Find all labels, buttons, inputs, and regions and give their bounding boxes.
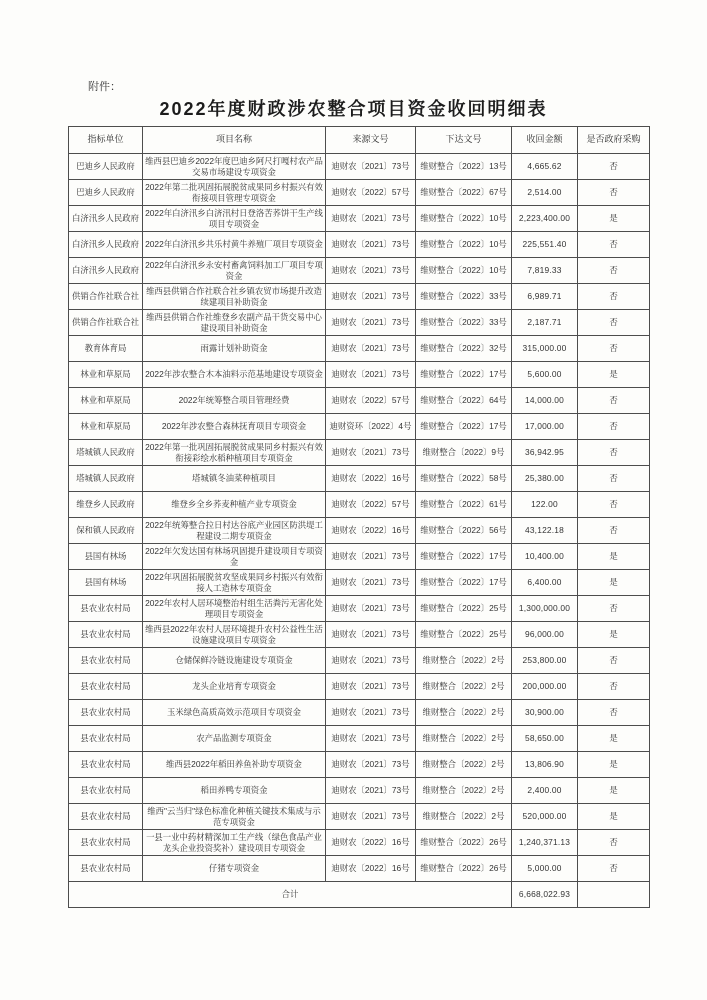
total-row [69,882,650,908]
procurement-cell: 是 [578,622,650,648]
amount-cell: 225,551.40 [512,232,578,258]
project-cell: 维西县巴迪乡2022年度巴迪乡阿尺打嘎村农产品交易市场建设专项资金 [143,154,326,180]
table-row [69,622,650,648]
issued-doc-cell: 维财整合〔2022〕32号 [416,336,512,362]
unit-cell: 县国有林场 [69,570,143,596]
table-row [69,310,650,336]
amount-cell: 315,000.00 [512,336,578,362]
issued-doc-cell: 维财整合〔2022〕26号 [416,856,512,882]
source-doc-cell: 迪财农〔2021〕73号 [326,674,416,700]
table-row [69,700,650,726]
source-doc-cell: 迪财农〔2021〕73号 [326,440,416,466]
unit-cell: 县农业农村局 [69,856,143,882]
unit-cell: 供销合作社联合社 [69,310,143,336]
unit-cell: 保和镇人民政府 [69,518,143,544]
procurement-cell: 否 [578,232,650,258]
project-cell: 2022年涉农整合木本油料示范基地建设专项资金 [143,362,326,388]
source-doc-cell: 迪财农〔2021〕73号 [326,596,416,622]
amount-cell: 2,400.00 [512,778,578,804]
amount-cell: 4,665.62 [512,154,578,180]
issued-doc-cell: 维财整合〔2022〕2号 [416,778,512,804]
unit-cell: 县农业农村局 [69,674,143,700]
unit-cell: 塔城镇人民政府 [69,440,143,466]
unit-cell: 县农业农村局 [69,778,143,804]
issued-doc-cell: 维财整合〔2022〕33号 [416,284,512,310]
project-cell: 雨露计划补助资金 [143,336,326,362]
table-row [69,492,650,518]
project-cell: 塔城镇冬油菜种植项目 [143,466,326,492]
procurement-cell: 否 [578,674,650,700]
amount-cell: 200,000.00 [512,674,578,700]
issued-doc-cell: 维财整合〔2022〕2号 [416,804,512,830]
unit-cell: 林业和草原局 [69,388,143,414]
table-row [69,466,650,492]
table-row [69,518,650,544]
total-procurement-empty-cell [578,882,650,908]
table-row [69,856,650,882]
unit-cell: 县农业农村局 [69,700,143,726]
source-doc-cell: 迪财农〔2021〕73号 [326,570,416,596]
issued-doc-cell: 维财整合〔2022〕9号 [416,440,512,466]
procurement-cell: 否 [578,648,650,674]
amount-cell: 13,806.90 [512,752,578,778]
procurement-cell: 是 [578,726,650,752]
issued-doc-cell: 维财整合〔2022〕10号 [416,258,512,284]
project-cell: 2022年第二批巩固拓展脱贫成果同乡村振兴有效衔接项目管理专项资金 [143,180,326,206]
issued-doc-cell: 维财整合〔2022〕17号 [416,414,512,440]
column-header: 来源文号 [326,127,416,154]
amount-cell: 1,300,000.00 [512,596,578,622]
issued-doc-cell: 维财整合〔2022〕2号 [416,752,512,778]
unit-cell: 教育体育局 [69,336,143,362]
amount-cell: 30,900.00 [512,700,578,726]
project-cell: 2022年统筹整合拉日村达谷底产业园区防洪堤工程建设二期专项资金 [143,518,326,544]
project-cell: 维登乡全乡荞麦种植产业专项资金 [143,492,326,518]
column-header: 指标单位 [69,127,143,154]
project-cell: 一县一业中药材精深加工生产线（绿色食品产业龙头企业投资奖补）建设项目专项资金 [143,830,326,856]
procurement-cell: 否 [578,492,650,518]
source-doc-cell: 迪财资环〔2022〕4号 [326,414,416,440]
table-row [69,414,650,440]
amount-cell: 2,187.71 [512,310,578,336]
table-row [69,570,650,596]
source-doc-cell: 迪财农〔2022〕16号 [326,830,416,856]
issued-doc-cell: 维财整合〔2022〕26号 [416,830,512,856]
source-doc-cell: 迪财农〔2021〕73号 [326,206,416,232]
procurement-cell: 否 [578,388,650,414]
amount-cell: 520,000.00 [512,804,578,830]
amount-cell: 2,514.00 [512,180,578,206]
table-row [69,830,650,856]
table-row [69,362,650,388]
page-title: 2022年度财政涉农整合项目资金收回明细表 [159,99,548,119]
procurement-cell: 否 [578,466,650,492]
amount-cell: 1,240,371.13 [512,830,578,856]
source-doc-cell: 迪财农〔2022〕57号 [326,180,416,206]
table-row [69,206,650,232]
source-doc-cell: 迪财农〔2022〕16号 [326,518,416,544]
source-doc-cell: 迪财农〔2021〕73号 [326,804,416,830]
source-doc-cell: 迪财农〔2021〕73号 [326,778,416,804]
procurement-cell: 否 [578,336,650,362]
procurement-cell: 否 [578,518,650,544]
issued-doc-cell: 维财整合〔2022〕2号 [416,648,512,674]
unit-cell: 白济汛乡人民政府 [69,206,143,232]
project-cell: 仔猪专项资金 [143,856,326,882]
table-header-row [69,127,650,154]
total-label: 合计 [69,882,512,908]
table-row [69,726,650,752]
amount-cell: 6,989.71 [512,284,578,310]
project-cell: 2022年农村人居环境整治村组生活粪污无害化处理项目专项资金 [143,596,326,622]
unit-cell: 巴迪乡人民政府 [69,180,143,206]
unit-cell: 塔城镇人民政府 [69,466,143,492]
total-amount: 6,668,022.93 [512,882,578,908]
unit-cell: 县农业农村局 [69,804,143,830]
issued-doc-cell: 维财整合〔2022〕10号 [416,232,512,258]
issued-doc-cell: 维财整合〔2022〕58号 [416,466,512,492]
project-cell: 维西县供销合作社维登乡农副产品干货交易中心建设项目补助资金 [143,310,326,336]
amount-cell: 10,400.00 [512,544,578,570]
amount-cell: 25,380.00 [512,466,578,492]
column-header: 项目名称 [143,127,326,154]
table-row [69,544,650,570]
table-row [69,154,650,180]
unit-cell: 县农业农村局 [69,648,143,674]
procurement-cell: 是 [578,362,650,388]
amount-cell: 36,942.95 [512,440,578,466]
issued-doc-cell: 维财整合〔2022〕17号 [416,570,512,596]
project-cell: 龙头企业培育专项资金 [143,674,326,700]
procurement-cell: 否 [578,596,650,622]
project-cell: 维西县供销合作社联合社乡镇农贸市场提升改造续建项目补助资金 [143,284,326,310]
source-doc-cell: 迪财农〔2021〕73号 [326,648,416,674]
project-cell: 稻田养鸭专项资金 [143,778,326,804]
unit-cell: 巴迪乡人民政府 [69,154,143,180]
project-cell: 仓储保鲜冷链设施建设专项资金 [143,648,326,674]
unit-cell: 供销合作社联合社 [69,284,143,310]
procurement-cell: 否 [578,154,650,180]
project-cell: 2022年白济汛乡共乐村黄牛养殖厂项目专项资金 [143,232,326,258]
procurement-cell: 否 [578,310,650,336]
procurement-cell: 是 [578,752,650,778]
issued-doc-cell: 维财整合〔2022〕67号 [416,180,512,206]
issued-doc-cell: 维财整合〔2022〕17号 [416,362,512,388]
column-header: 下达文号 [416,127,512,154]
procurement-cell: 是 [578,778,650,804]
amount-cell: 5,000.00 [512,856,578,882]
amount-cell: 5,600.00 [512,362,578,388]
table-row [69,388,650,414]
procurement-cell: 否 [578,700,650,726]
unit-cell: 县农业农村局 [69,726,143,752]
issued-doc-cell: 维财整合〔2022〕61号 [416,492,512,518]
procurement-cell: 是 [578,544,650,570]
procurement-cell: 否 [578,180,650,206]
amount-cell: 58,650.00 [512,726,578,752]
issued-doc-cell: 维财整合〔2022〕56号 [416,518,512,544]
amount-cell: 2,223,400.00 [512,206,578,232]
issued-doc-cell: 维财整合〔2022〕17号 [416,544,512,570]
procurement-cell: 否 [578,284,650,310]
source-doc-cell: 迪财农〔2022〕57号 [326,388,416,414]
source-doc-cell: 迪财农〔2021〕73号 [326,622,416,648]
project-cell: 维西"云当归"绿色标准化种植关键技术集成与示范专项资金 [143,804,326,830]
project-cell: 维西县2022年农村人居环境提升农村公益性生活设施建设项目专项资金 [143,622,326,648]
project-cell: 维西县2022年稻田养鱼补助专项资金 [143,752,326,778]
issued-doc-cell: 维财整合〔2022〕2号 [416,726,512,752]
table-row [69,596,650,622]
source-doc-cell: 迪财农〔2021〕73号 [326,284,416,310]
fund-recovery-table [68,126,650,908]
issued-doc-cell: 维财整合〔2022〕64号 [416,388,512,414]
project-cell: 2022年白济汛乡永安村畜禽饲料加工厂项目专项资金 [143,258,326,284]
source-doc-cell: 迪财农〔2021〕73号 [326,362,416,388]
project-cell: 2022年白济汛乡白济汛村日登洛苦荞饼干生产线项目专项资金 [143,206,326,232]
source-doc-cell: 迪财农〔2022〕57号 [326,492,416,518]
issued-doc-cell: 维财整合〔2022〕25号 [416,596,512,622]
issued-doc-cell: 维财整合〔2022〕2号 [416,674,512,700]
procurement-cell: 否 [578,830,650,856]
unit-cell: 县农业农村局 [69,622,143,648]
unit-cell: 白济汛乡人民政府 [69,258,143,284]
source-doc-cell: 迪财农〔2021〕73号 [326,310,416,336]
issued-doc-cell: 维财整合〔2022〕25号 [416,622,512,648]
project-cell: 2022年欠发达国有林场巩固提升建设项目专项资金 [143,544,326,570]
amount-cell: 17,000.00 [512,414,578,440]
issued-doc-cell: 维财整合〔2022〕2号 [416,700,512,726]
source-doc-cell: 迪财农〔2021〕73号 [326,258,416,284]
source-doc-cell: 迪财农〔2022〕16号 [326,856,416,882]
table-row [69,752,650,778]
issued-doc-cell: 维财整合〔2022〕33号 [416,310,512,336]
unit-cell: 维登乡人民政府 [69,492,143,518]
unit-cell: 县农业农村局 [69,596,143,622]
amount-cell: 7,819.33 [512,258,578,284]
table-row [69,232,650,258]
source-doc-cell: 迪财农〔2021〕73号 [326,336,416,362]
procurement-cell: 否 [578,414,650,440]
procurement-cell: 否 [578,258,650,284]
unit-cell: 县农业农村局 [69,752,143,778]
column-header: 收回金额 [512,127,578,154]
source-doc-cell: 迪财农〔2021〕73号 [326,700,416,726]
table-row [69,440,650,466]
issued-doc-cell: 维财整合〔2022〕13号 [416,154,512,180]
procurement-cell: 否 [578,440,650,466]
amount-cell: 14,000.00 [512,388,578,414]
source-doc-cell: 迪财农〔2021〕73号 [326,154,416,180]
table-row [69,674,650,700]
procurement-cell: 是 [578,206,650,232]
project-cell: 2022年涉农整合森林抚育项目专项资金 [143,414,326,440]
unit-cell: 林业和草原局 [69,414,143,440]
table-row [69,804,650,830]
issued-doc-cell: 维财整合〔2022〕10号 [416,206,512,232]
unit-cell: 县国有林场 [69,544,143,570]
amount-cell: 43,122.18 [512,518,578,544]
procurement-cell: 是 [578,570,650,596]
project-cell: 农产品监测专项资金 [143,726,326,752]
procurement-cell: 否 [578,856,650,882]
amount-cell: 96,000.00 [512,622,578,648]
table-row [69,180,650,206]
project-cell: 2022年统筹整合项目管理经费 [143,388,326,414]
source-doc-cell: 迪财农〔2021〕73号 [326,752,416,778]
project-cell: 2022年巩固拓展脱贫攻坚成果同乡村振兴有效衔接人工造林专项资金 [143,570,326,596]
unit-cell: 县农业农村局 [69,830,143,856]
table-row [69,648,650,674]
source-doc-cell: 迪财农〔2021〕73号 [326,232,416,258]
column-header: 是否政府采购 [578,127,650,154]
source-doc-cell: 迪财农〔2021〕73号 [326,544,416,570]
table-row [69,778,650,804]
procurement-cell: 是 [578,804,650,830]
unit-cell: 林业和草原局 [69,362,143,388]
amount-cell: 6,400.00 [512,570,578,596]
table-row [69,258,650,284]
project-cell: 2022年第一批巩固拓展脱贫成果同乡村振兴有效衔接彩绘水稻种植项目专项资金 [143,440,326,466]
amount-cell: 122.00 [512,492,578,518]
unit-cell: 白济汛乡人民政府 [69,232,143,258]
amount-cell: 253,800.00 [512,648,578,674]
attachment-label: 附件： [88,81,121,93]
source-doc-cell: 迪财农〔2022〕16号 [326,466,416,492]
source-doc-cell: 迪财农〔2021〕73号 [326,726,416,752]
project-cell: 玉米绿色高质高效示范项目专项资金 [143,700,326,726]
table-row [69,336,650,362]
table-row [69,284,650,310]
